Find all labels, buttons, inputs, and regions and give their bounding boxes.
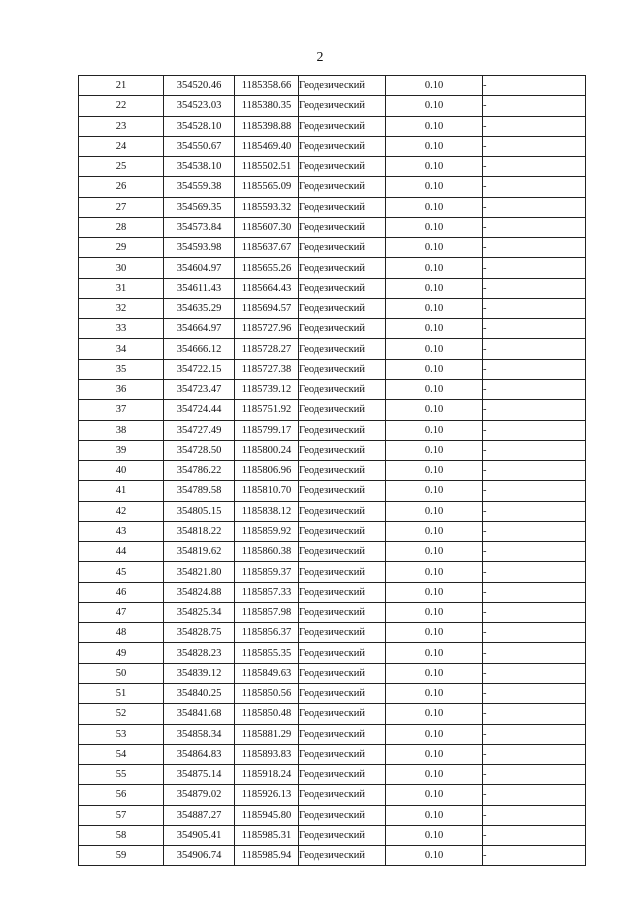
x-coordinate-cell: 354905.41 [164,825,235,845]
x-coordinate-cell: 354604.97 [164,258,235,278]
point-number-cell: 52 [79,704,164,724]
y-coordinate-cell: 1185860.38 [235,542,299,562]
note-cell: - [483,724,586,744]
point-number-cell: 59 [79,846,164,866]
y-coordinate-cell: 1185739.12 [235,379,299,399]
table-row [79,298,586,318]
method-cell: Геодезический [299,724,386,744]
accuracy-cell: 0.10 [386,298,483,318]
accuracy-cell: 0.10 [386,96,483,116]
accuracy-cell: 0.10 [386,623,483,643]
point-number-cell: 46 [79,582,164,602]
method-cell: Геодезический [299,663,386,683]
note-cell: - [483,96,586,116]
point-number-cell: 50 [79,663,164,683]
note-cell: - [483,76,586,96]
method-cell: Геодезический [299,521,386,541]
point-number-cell: 35 [79,359,164,379]
table-row [79,440,586,460]
table-row [79,238,586,258]
table-row [79,319,586,339]
x-coordinate-cell: 354805.15 [164,501,235,521]
note-cell: - [483,339,586,359]
accuracy-cell: 0.10 [386,379,483,399]
coordinates-table [78,75,586,866]
table-row [79,420,586,440]
y-coordinate-cell: 1185859.37 [235,562,299,582]
method-cell: Геодезический [299,683,386,703]
method-cell: Геодезический [299,238,386,258]
note-cell: - [483,501,586,521]
y-coordinate-cell: 1185565.09 [235,177,299,197]
y-coordinate-cell: 1185751.92 [235,400,299,420]
table-row [79,116,586,136]
table-row [79,724,586,744]
y-coordinate-cell: 1185850.56 [235,683,299,703]
point-number-cell: 56 [79,785,164,805]
accuracy-cell: 0.10 [386,521,483,541]
note-cell: - [483,400,586,420]
accuracy-cell: 0.10 [386,319,483,339]
table-row [79,542,586,562]
x-coordinate-cell: 354840.25 [164,683,235,703]
y-coordinate-cell: 1185800.24 [235,440,299,460]
x-coordinate-cell: 354724.44 [164,400,235,420]
y-coordinate-cell: 1185838.12 [235,501,299,521]
x-coordinate-cell: 354538.10 [164,157,235,177]
method-cell: Геодезический [299,157,386,177]
method-cell: Геодезический [299,805,386,825]
accuracy-cell: 0.10 [386,197,483,217]
y-coordinate-cell: 1185849.63 [235,663,299,683]
y-coordinate-cell: 1185856.37 [235,623,299,643]
x-coordinate-cell: 354666.12 [164,339,235,359]
table-row [79,177,586,197]
note-cell: - [483,663,586,683]
point-number-cell: 38 [79,420,164,440]
x-coordinate-cell: 354559.38 [164,177,235,197]
table-row [79,136,586,156]
note-cell: - [483,359,586,379]
method-cell: Геодезический [299,359,386,379]
accuracy-cell: 0.10 [386,400,483,420]
method-cell: Геодезический [299,420,386,440]
y-coordinate-cell: 1185857.33 [235,582,299,602]
point-number-cell: 32 [79,298,164,318]
note-cell: - [483,825,586,845]
point-number-cell: 26 [79,177,164,197]
table-row [79,217,586,237]
note-cell: - [483,440,586,460]
table-row [79,501,586,521]
table-row [79,339,586,359]
table-row [79,359,586,379]
note-cell: - [483,542,586,562]
note-cell: - [483,420,586,440]
table-row [79,157,586,177]
table-row [79,785,586,805]
accuracy-cell: 0.10 [386,116,483,136]
method-cell: Геодезический [299,744,386,764]
x-coordinate-cell: 354550.67 [164,136,235,156]
x-coordinate-cell: 354875.14 [164,765,235,785]
point-number-cell: 49 [79,643,164,663]
note-cell: - [483,136,586,156]
y-coordinate-cell: 1185806.96 [235,461,299,481]
y-coordinate-cell: 1185380.35 [235,96,299,116]
x-coordinate-cell: 354727.49 [164,420,235,440]
y-coordinate-cell: 1185694.57 [235,298,299,318]
method-cell: Геодезический [299,76,386,96]
point-number-cell: 45 [79,562,164,582]
method-cell: Геодезический [299,623,386,643]
table-row [79,76,586,96]
y-coordinate-cell: 1185727.96 [235,319,299,339]
accuracy-cell: 0.10 [386,136,483,156]
note-cell: - [483,238,586,258]
x-coordinate-cell: 354824.88 [164,582,235,602]
point-number-cell: 39 [79,440,164,460]
point-number-cell: 48 [79,623,164,643]
accuracy-cell: 0.10 [386,278,483,298]
note-cell: - [483,461,586,481]
x-coordinate-cell: 354573.84 [164,217,235,237]
x-coordinate-cell: 354821.80 [164,562,235,582]
method-cell: Геодезический [299,278,386,298]
method-cell: Геодезический [299,643,386,663]
method-cell: Геодезический [299,197,386,217]
table-row [79,258,586,278]
coordinates-table-body [79,76,586,866]
point-number-cell: 21 [79,76,164,96]
method-cell: Геодезический [299,461,386,481]
point-number-cell: 40 [79,461,164,481]
table-row [79,663,586,683]
note-cell: - [483,278,586,298]
y-coordinate-cell: 1185728.27 [235,339,299,359]
method-cell: Геодезический [299,258,386,278]
note-cell: - [483,521,586,541]
method-cell: Геодезический [299,765,386,785]
x-coordinate-cell: 354858.34 [164,724,235,744]
y-coordinate-cell: 1185664.43 [235,278,299,298]
method-cell: Геодезический [299,704,386,724]
x-coordinate-cell: 354906.74 [164,846,235,866]
accuracy-cell: 0.10 [386,420,483,440]
y-coordinate-cell: 1185502.51 [235,157,299,177]
table-row [79,825,586,845]
y-coordinate-cell: 1185850.48 [235,704,299,724]
method-cell: Геодезический [299,379,386,399]
x-coordinate-cell: 354569.35 [164,197,235,217]
point-number-cell: 27 [79,197,164,217]
note-cell: - [483,765,586,785]
accuracy-cell: 0.10 [386,562,483,582]
method-cell: Геодезический [299,116,386,136]
method-cell: Геодезический [299,400,386,420]
accuracy-cell: 0.10 [386,461,483,481]
table-row [79,400,586,420]
table-row [79,623,586,643]
y-coordinate-cell: 1185945.80 [235,805,299,825]
note-cell: - [483,481,586,501]
note-cell: - [483,258,586,278]
x-coordinate-cell: 354523.03 [164,96,235,116]
method-cell: Геодезический [299,217,386,237]
method-cell: Геодезический [299,785,386,805]
y-coordinate-cell: 1185855.35 [235,643,299,663]
table-row [79,521,586,541]
note-cell: - [483,379,586,399]
accuracy-cell: 0.10 [386,724,483,744]
table-row [79,197,586,217]
note-cell: - [483,805,586,825]
x-coordinate-cell: 354520.46 [164,76,235,96]
x-coordinate-cell: 354635.29 [164,298,235,318]
x-coordinate-cell: 354841.68 [164,704,235,724]
x-coordinate-cell: 354664.97 [164,319,235,339]
method-cell: Геодезический [299,440,386,460]
accuracy-cell: 0.10 [386,542,483,562]
note-cell: - [483,197,586,217]
method-cell: Геодезический [299,339,386,359]
table-row [79,96,586,116]
point-number-cell: 29 [79,238,164,258]
point-number-cell: 24 [79,136,164,156]
table-row [79,278,586,298]
accuracy-cell: 0.10 [386,440,483,460]
point-number-cell: 58 [79,825,164,845]
point-number-cell: 31 [79,278,164,298]
x-coordinate-cell: 354611.43 [164,278,235,298]
method-cell: Геодезический [299,602,386,622]
table-row [79,744,586,764]
accuracy-cell: 0.10 [386,683,483,703]
accuracy-cell: 0.10 [386,177,483,197]
note-cell: - [483,846,586,866]
note-cell: - [483,157,586,177]
x-coordinate-cell: 354825.34 [164,602,235,622]
method-cell: Геодезический [299,825,386,845]
table-row [79,765,586,785]
table-row [79,805,586,825]
method-cell: Геодезический [299,319,386,339]
point-number-cell: 43 [79,521,164,541]
y-coordinate-cell: 1185398.88 [235,116,299,136]
y-coordinate-cell: 1185593.32 [235,197,299,217]
table-row [79,481,586,501]
table-row [79,582,586,602]
y-coordinate-cell: 1185926.13 [235,785,299,805]
point-number-cell: 44 [79,542,164,562]
point-number-cell: 28 [79,217,164,237]
point-number-cell: 57 [79,805,164,825]
point-number-cell: 36 [79,379,164,399]
note-cell: - [483,116,586,136]
x-coordinate-cell: 354819.62 [164,542,235,562]
point-number-cell: 47 [79,602,164,622]
y-coordinate-cell: 1185918.24 [235,765,299,785]
point-number-cell: 54 [79,744,164,764]
table-row [79,562,586,582]
y-coordinate-cell: 1185985.94 [235,846,299,866]
note-cell: - [483,683,586,703]
accuracy-cell: 0.10 [386,704,483,724]
note-cell: - [483,704,586,724]
method-cell: Геодезический [299,846,386,866]
point-number-cell: 33 [79,319,164,339]
note-cell: - [483,582,586,602]
note-cell: - [483,562,586,582]
method-cell: Геодезический [299,96,386,116]
note-cell: - [483,177,586,197]
note-cell: - [483,785,586,805]
x-coordinate-cell: 354789.58 [164,481,235,501]
table-row [79,683,586,703]
y-coordinate-cell: 1185859.92 [235,521,299,541]
x-coordinate-cell: 354879.02 [164,785,235,805]
method-cell: Геодезический [299,298,386,318]
point-number-cell: 41 [79,481,164,501]
note-cell: - [483,602,586,622]
table-row [79,643,586,663]
x-coordinate-cell: 354786.22 [164,461,235,481]
y-coordinate-cell: 1185881.29 [235,724,299,744]
accuracy-cell: 0.10 [386,765,483,785]
accuracy-cell: 0.10 [386,643,483,663]
point-number-cell: 37 [79,400,164,420]
accuracy-cell: 0.10 [386,582,483,602]
y-coordinate-cell: 1185857.98 [235,602,299,622]
note-cell: - [483,643,586,663]
method-cell: Геодезический [299,562,386,582]
table-row [79,704,586,724]
note-cell: - [483,744,586,764]
accuracy-cell: 0.10 [386,785,483,805]
accuracy-cell: 0.10 [386,805,483,825]
x-coordinate-cell: 354528.10 [164,116,235,136]
y-coordinate-cell: 1185985.31 [235,825,299,845]
method-cell: Геодезический [299,177,386,197]
table-row [79,602,586,622]
y-coordinate-cell: 1185469.40 [235,136,299,156]
method-cell: Геодезический [299,582,386,602]
accuracy-cell: 0.10 [386,481,483,501]
point-number-cell: 53 [79,724,164,744]
table-row [79,846,586,866]
method-cell: Геодезический [299,481,386,501]
y-coordinate-cell: 1185637.67 [235,238,299,258]
note-cell: - [483,298,586,318]
y-coordinate-cell: 1185607.30 [235,217,299,237]
accuracy-cell: 0.10 [386,238,483,258]
accuracy-cell: 0.10 [386,217,483,237]
accuracy-cell: 0.10 [386,339,483,359]
x-coordinate-cell: 354828.23 [164,643,235,663]
x-coordinate-cell: 354722.15 [164,359,235,379]
point-number-cell: 30 [79,258,164,278]
y-coordinate-cell: 1185655.26 [235,258,299,278]
x-coordinate-cell: 354728.50 [164,440,235,460]
point-number-cell: 25 [79,157,164,177]
note-cell: - [483,319,586,339]
x-coordinate-cell: 354818.22 [164,521,235,541]
point-number-cell: 42 [79,501,164,521]
method-cell: Геодезический [299,542,386,562]
note-cell: - [483,623,586,643]
accuracy-cell: 0.10 [386,744,483,764]
accuracy-cell: 0.10 [386,76,483,96]
accuracy-cell: 0.10 [386,602,483,622]
x-coordinate-cell: 354593.98 [164,238,235,258]
point-number-cell: 55 [79,765,164,785]
page-number: 2 [316,50,324,65]
point-number-cell: 23 [79,116,164,136]
table-row [79,379,586,399]
accuracy-cell: 0.10 [386,359,483,379]
x-coordinate-cell: 354828.75 [164,623,235,643]
x-coordinate-cell: 354887.27 [164,805,235,825]
accuracy-cell: 0.10 [386,157,483,177]
accuracy-cell: 0.10 [386,258,483,278]
x-coordinate-cell: 354864.83 [164,744,235,764]
point-number-cell: 34 [79,339,164,359]
y-coordinate-cell: 1185893.83 [235,744,299,764]
table-row [79,461,586,481]
y-coordinate-cell: 1185727.38 [235,359,299,379]
y-coordinate-cell: 1185799.17 [235,420,299,440]
method-cell: Геодезический [299,136,386,156]
accuracy-cell: 0.10 [386,846,483,866]
y-coordinate-cell: 1185358.66 [235,76,299,96]
point-number-cell: 51 [79,683,164,703]
accuracy-cell: 0.10 [386,825,483,845]
y-coordinate-cell: 1185810.70 [235,481,299,501]
note-cell: - [483,217,586,237]
accuracy-cell: 0.10 [386,663,483,683]
x-coordinate-cell: 354723.47 [164,379,235,399]
accuracy-cell: 0.10 [386,501,483,521]
x-coordinate-cell: 354839.12 [164,663,235,683]
method-cell: Геодезический [299,501,386,521]
point-number-cell: 22 [79,96,164,116]
